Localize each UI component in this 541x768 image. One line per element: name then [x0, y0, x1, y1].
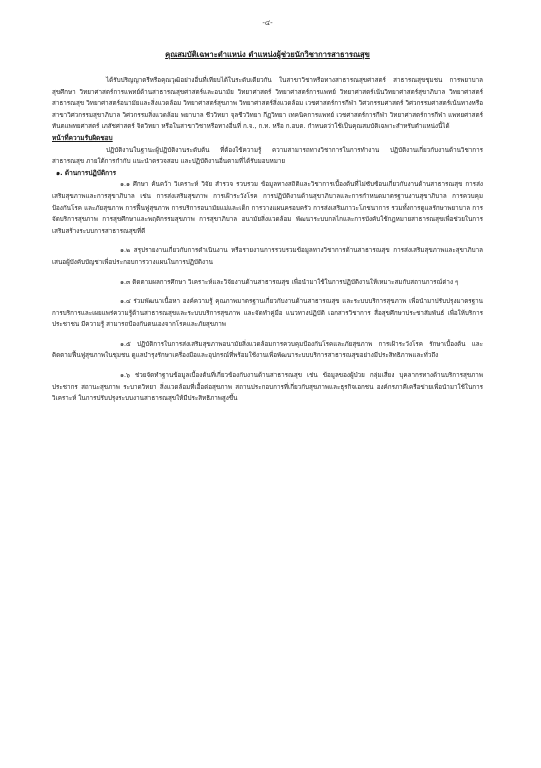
duty-item-1-4: ๑.๔ ร่วมพัฒนาเนื้อหา องค์ความรู้ คุณภาพมาตรฐานเกี่ยวกับงานด้านสาธารณสุข และระบบบริการสุขภาพ เพื่อนำมาปรับปรุงมาตรฐานการบริการและเผยแพร่ความรู้ด้านสาธารณสุขและระบบบริการสุขภาพ และจัดทำคู่มือ แนวทางปฏิบัติ เอกสารวิชาการ สื่อสุขศึกษาประชาสัมพันธ์ เพื่อให้บริการ ประชาชน มีความรู้ สามารถป้องกันตนเองจากโรคและภัยสุขภาพ [52, 298, 483, 329]
duty-item-1-1: ๑.๑ ศึกษา ค้นคว้า วิเคราะห์ วิจัย สำรวจ รวบรวม ข้อมูลทางสถิติและวิชาการเบื้องต้นที่ไม่ซับซ้อนเกี่ยวกับงานด้านสาธารณสุข การส่งเสริมสุขภาพและการสุขาภิบาล เช่น การส่งเสริมสุขภาพ การเฝ้าระวังโรค การปฏิบัติงานด้านสุขาภิบาลและการกำหนดมาตรฐานงานสุขาภิบาล การควบคุมป้องกันโรค และภัยสุขภาพ การฟื้นฟูสุขภาพ การบริการอนามัยแม่และเด็ก การวางแผนครอบครัว การส่งเสริมภาวะโภชนาการ รวมทั้งการดูแลรักษาพยาบาล การจัดบริการสุขภาพ การสุขศึกษาและพฤติกรรมสุขภาพ การสุขาภิบาล อนามัยสิ่งแวดล้อม พัฒนาระบบกลไกและการบังคับใช้กฎหมายสาธารณสุขเพื่อช่วยในการเสริมสร้างระบบการสาธารณสุขที่ดี [52, 181, 483, 235]
duty-item-1-5: ๑.๕ ปฏิบัติการในการส่งเสริมสุขภาพอนามัยสิ่งแวดล้อมการควบคุมป้องกันโรคและภัยสุขภาพ การเฝ้าระวังโรค รักษาเบื้องต้น และติดตามฟื้นฟูสุขภาพในชุมชน ดูแลบำรุงรักษาเครื่องมือและอุปกรณ์ที่พร้อมใช้งานเพื่อพัฒนาระบบบริการสาธารณสุขอย่างมีประสิทธิภาพและทั่วถึง [52, 340, 483, 360]
section-heading-operations: ๑. ด้านการปฏิบัติการ [56, 168, 117, 177]
page-number: -๔- [262, 19, 273, 27]
duty-item-1-6: ๑.๖ ช่วยจัดทำฐานข้อมูลเบื้องต้นที่เกี่ยวข้องกับงานด้านสาธารณสุข เช่น ข้อมูลของผู้ป่วย กลุ่มเสี่ยง บุคลากรทางด้านบริการสุขภาพประชากร สถานะสุขภาพ ระบาดวิทยา สิ่งแวดล้อมที่เอื้อต่อสุขภาพ สถานประกอบการที่เกี่ยวกับสุขภาพและธุรกิจเอกชน องค์กรภาคีเครือข่ายเพื่อนำมาใช้ในการวิเคราะห์ ในการปรับปรุงระบบงานสาธารณสุขให้มีประสิทธิภาพสูงขึ้น [52, 372, 483, 403]
qualification-paragraph: ได้รับปริญญาตรีหรือคุณวุฒิอย่างอื่นที่เทียบได้ในระดับเดียวกัน ในสาขาวิชาหรือทางสาธารณสุขศาสตร์ สาธารณสุขชุมชน การพยาบาล สุขศึกษา วิทยาศาสตร์การแพทย์ด้านสาธารณสุขศาสตร์และอนามัย วิทยาศาสตร์ วิทยาศาสตร์การแพทย์ วิทยาศาสตร์เน้นวิทยาศาสตร์สุขาภิบาล วิทยาศาสตร์สาธารณสุข วิทยาศาสตร์อนามัยและสิ่งแวดล้อม วิทยาศาสตร์สุขภาพ วิทยาศาสตร์สิ่งแวดล้อม เวชศาสตร์การกีฬา วิศวกรรมศาสตร์ วิศวกรรมศาสตร์เน้นทางหรือสาขาวิศวกรรมสุขาภิบาล วิศวกรรมสิ่งแวดล้อม พยาบาล ชีววิทยา จุลชีววิทยา กีฏวิทยา เทคนิคการแพทย์ เวชศาสตร์การกีฬา วิทยาศาสตร์การกีฬา แพทยศาสตร์ ทันตแพทยศาสตร์ เภสัชศาสตร์ จิตวิทยา หรือในสาขาวิชาหรือทางอื่นที่ ก.จ., ก.ท. หรือ ก.อบต. กำหนดว่าใช้เป็นคุณสมบัติเฉพาะสำหรับตำแหน่งนี้ได้ [52, 77, 483, 131]
duty-item-1-2: ๑.๒ สรุปรายงานเกี่ยวกับการดำเนินงาน หรือรายงานการรวบรวมข้อมูลทางวิชาการด้านสาธารณสุข การส่งเสริมสุขภาพและสุขาภิบาลเสนอผู้บังคับบัญชาเพื่อประกอบการวางแผนในการปฏิบัติงาน [52, 247, 483, 266]
duties-intro-paragraph: ปฏิบัติงานในฐานะผู้ปฏิบัติงานระดับต้น ที่ต้องใช้ความรู้ ความสามารถทางวิชาการในการทำงาน ปฏิบัติงานเกี่ยวกับงานด้านวิชาการสาธารณสุข ภายใต้การกำกับ แนะนำตรวจสอบ และปฏิบัติงานอื่นตามที่ได้รับมอบหมาย [52, 146, 483, 166]
duty-item-1-3: ๑.๓ ติดตามผลการศึกษา วิเคราะห์และวิจัยงานด้านสาธารณสุข เพื่อนำมาใช้ในการปฏิบัติงานให้เหมาะสมกับสถานการณ์ต่าง ๆ [120, 278, 459, 286]
duties-heading: หน้าที่ความรับผิดชอบ [52, 133, 113, 142]
document-title: คุณสมบัติเฉพาะตำแหน่ง ตำแหน่งผู้ช่วยนักวิชาการสาธารณสุข [165, 50, 370, 59]
